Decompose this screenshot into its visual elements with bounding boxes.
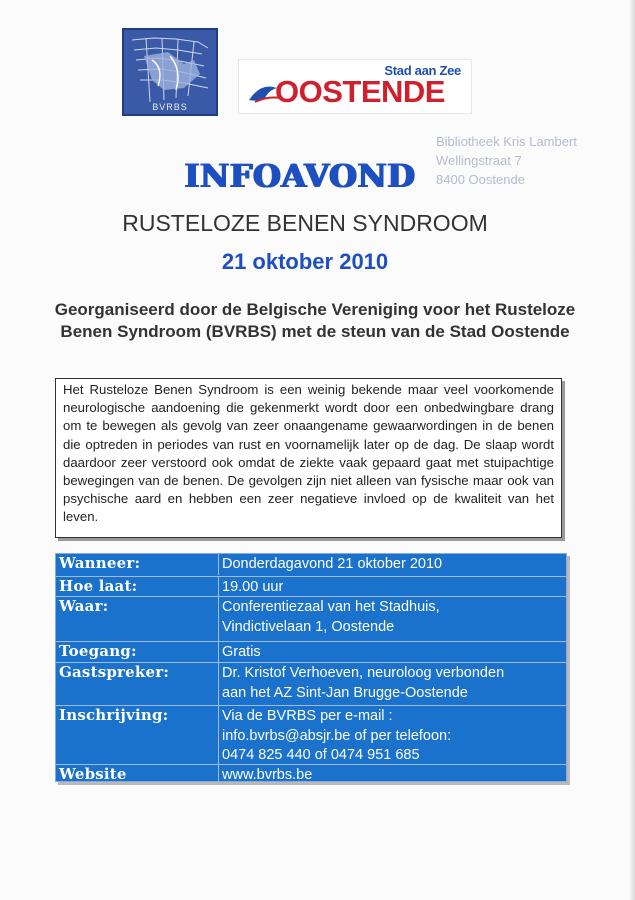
- info-value: Gratis: [222, 644, 261, 660]
- info-label: Gastspreker:: [59, 663, 170, 681]
- info-row-admission: [56, 641, 566, 662]
- info-row-where: [56, 596, 566, 641]
- info-value: Donderdagavond 21 oktober 2010: [222, 556, 443, 572]
- info-row-speaker: [56, 662, 566, 705]
- column-divider: [218, 663, 219, 705]
- info-row-registration: [56, 705, 566, 764]
- column-divider: [218, 642, 219, 662]
- info-value: 19.00 uur: [222, 579, 284, 595]
- bvrbs-logo: [122, 28, 218, 116]
- stamp-line-3: 8400 Oostende: [436, 172, 525, 187]
- event-date: 21 oktober 2010: [221, 249, 389, 274]
- description-text: Het Rusteloze Benen Syndroom is een weinig bekende maar veel voorkomende neurologische aandoening die gekenmerkt wordt door een onbedwingbare drang om te bewegen als gevolg van zeer onaangename gewaarwordingen in de benen die optreden in periodes van rust en voornamelijk later op de dag. De slaap wordt daardoor zeer verstoord ook omdat de ziekte vaak gepaard gaat met stuipachtige bewegingen van de benen. De gevolgen zijn niet alleen van fysische maar ook van psychische aard en hebben een zeer negatieve invloed op de kwaliteit van het leven.: [63, 382, 554, 525]
- description-box: [55, 378, 562, 538]
- info-label: Wanneer:: [59, 554, 141, 572]
- page-title: INFOAVOND: [184, 157, 416, 195]
- oostende-tagline: Stad aan Zee: [384, 63, 461, 78]
- column-divider: [218, 765, 219, 783]
- website-link[interactable]: www.bvrbs.be: [222, 767, 313, 783]
- oostende-wordmark: OOSTENDE: [275, 74, 445, 109]
- info-table: [55, 553, 567, 782]
- info-label: Waar:: [59, 597, 109, 615]
- organiser-text: Georganiseerd door de Belgische Vereniging voor het Rusteloze Benen Syndroom (BVRBS) met de steun van de Stad Oostende: [54, 300, 576, 341]
- info-label: Website: [59, 765, 127, 783]
- info-value: Conferentiezaal van het Stadhuis, Vindictivelaan 1, Oostende: [222, 599, 440, 635]
- page-subtitle: RUSTELOZE BENEN SYNDROOM: [122, 210, 488, 236]
- info-value: Via de BVRBS per e-mail : info.bvrbs@absjr.be of per telefoon: 0474 825 440 of 0474 951 685: [222, 708, 452, 763]
- column-divider: [218, 554, 219, 575]
- column-divider: [218, 597, 219, 641]
- page-edge-shadow: [629, 0, 635, 900]
- info-row-website: [56, 764, 566, 783]
- stamp-line-2: Wellingstraat 7: [436, 153, 522, 168]
- column-divider: [218, 577, 219, 596]
- info-label: Inschrijving:: [59, 706, 169, 724]
- stamp-line-1: Bibliotheek Kris Lambert: [436, 134, 577, 149]
- info-label: Toegang:: [59, 642, 137, 660]
- info-label: Hoe laat:: [59, 577, 138, 595]
- oostende-logo: [238, 59, 472, 114]
- bvrbs-logo-text: BVRBS: [152, 102, 188, 112]
- info-row-when: [56, 554, 566, 575]
- info-value: Dr. Kristof Verhoeven, neuroloog verbonden aan het AZ Sint-Jan Brugge-Oostende: [222, 665, 505, 701]
- column-divider: [218, 706, 219, 764]
- info-row-time: [56, 576, 566, 596]
